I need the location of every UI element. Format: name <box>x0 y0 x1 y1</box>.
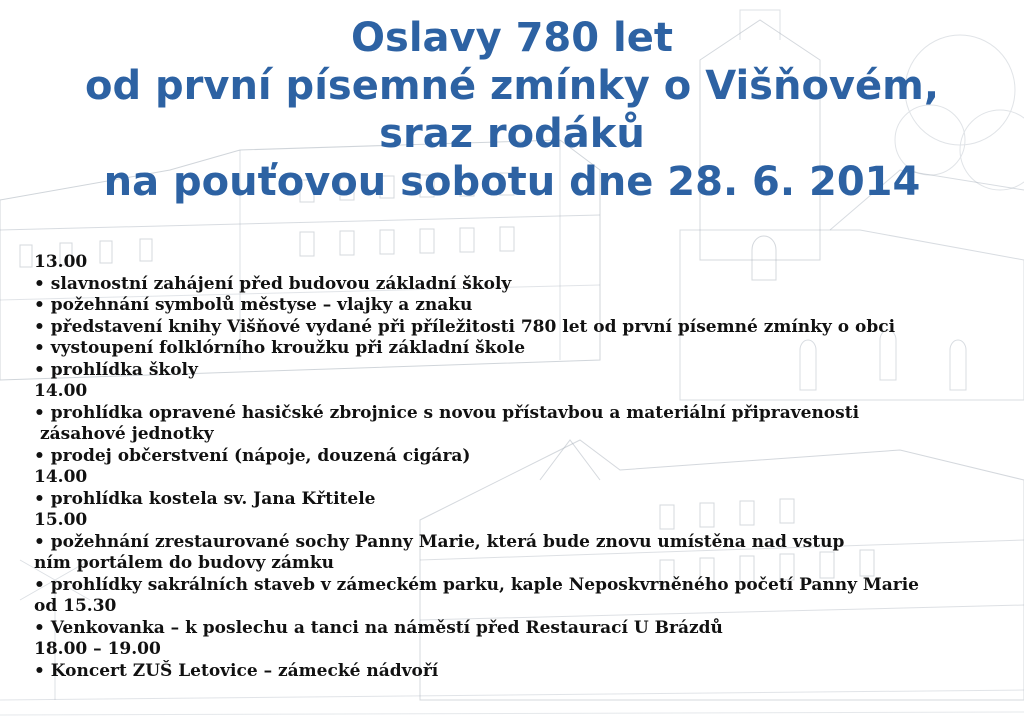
title-line-3: sraz rodáků <box>379 111 645 157</box>
program-list <box>34 252 1014 682</box>
poster-title <box>0 14 1024 206</box>
program-item: • prohlídka školy <box>34 359 198 380</box>
program-item-continuation: ním portálem do budovy zámku <box>34 553 335 573</box>
program-time: 15.00 <box>34 510 88 530</box>
program-time: od 15.30 <box>34 596 117 616</box>
program-item: • prohlídky sakrálních staveb v zámeckém parku, kaple Neposkvrněného početí Panny Marie <box>34 574 919 595</box>
program-item: • požehnání zrestaurované sochy Panny Marie, která bude znovu umístěna nad vstup <box>34 531 845 552</box>
program-item: • slavnostní zahájení před budovou základní školy <box>34 273 512 294</box>
program-time: 14.00 <box>34 381 88 401</box>
program-time: 18.00 – 19.00 <box>34 639 161 659</box>
program-item: • vystoupení folklórního kroužku při základní škole <box>34 338 526 358</box>
title-line-4: na pouťovou sobotu dne 28. 6. 2014 <box>103 159 921 205</box>
program-item-continuation: zásahové jednotky <box>40 424 214 444</box>
program-item: • představení knihy Višňové vydané při příležitosti 780 let od první písemné zmínky o obci <box>34 316 896 337</box>
title-line-1: Oslavy 780 let <box>351 15 673 61</box>
program-item: • Koncert ZUŠ Letovice – zámecké nádvoří <box>34 660 439 681</box>
program-item: • prohlídka opravené hasičské zbrojnice s novou přístavbou a materiální připravenosti <box>34 402 860 423</box>
program-item: • požehnání symbolů městyse – vlajky a znaku <box>34 295 473 315</box>
title-line-2: od první písemné zmínky o Višňovém, <box>84 63 940 109</box>
program-time: 14.00 <box>34 467 88 487</box>
program-item: • Venkovanka – k poslechu a tanci na náměstí před Restaurací U Brázdů <box>34 617 723 638</box>
program-item: • prodej občerstvení (nápoje, douzená cigára) <box>34 445 471 466</box>
program-item: • prohlídka kostela sv. Jana Křtitele <box>34 488 376 509</box>
program-time: 13.00 <box>34 252 88 272</box>
